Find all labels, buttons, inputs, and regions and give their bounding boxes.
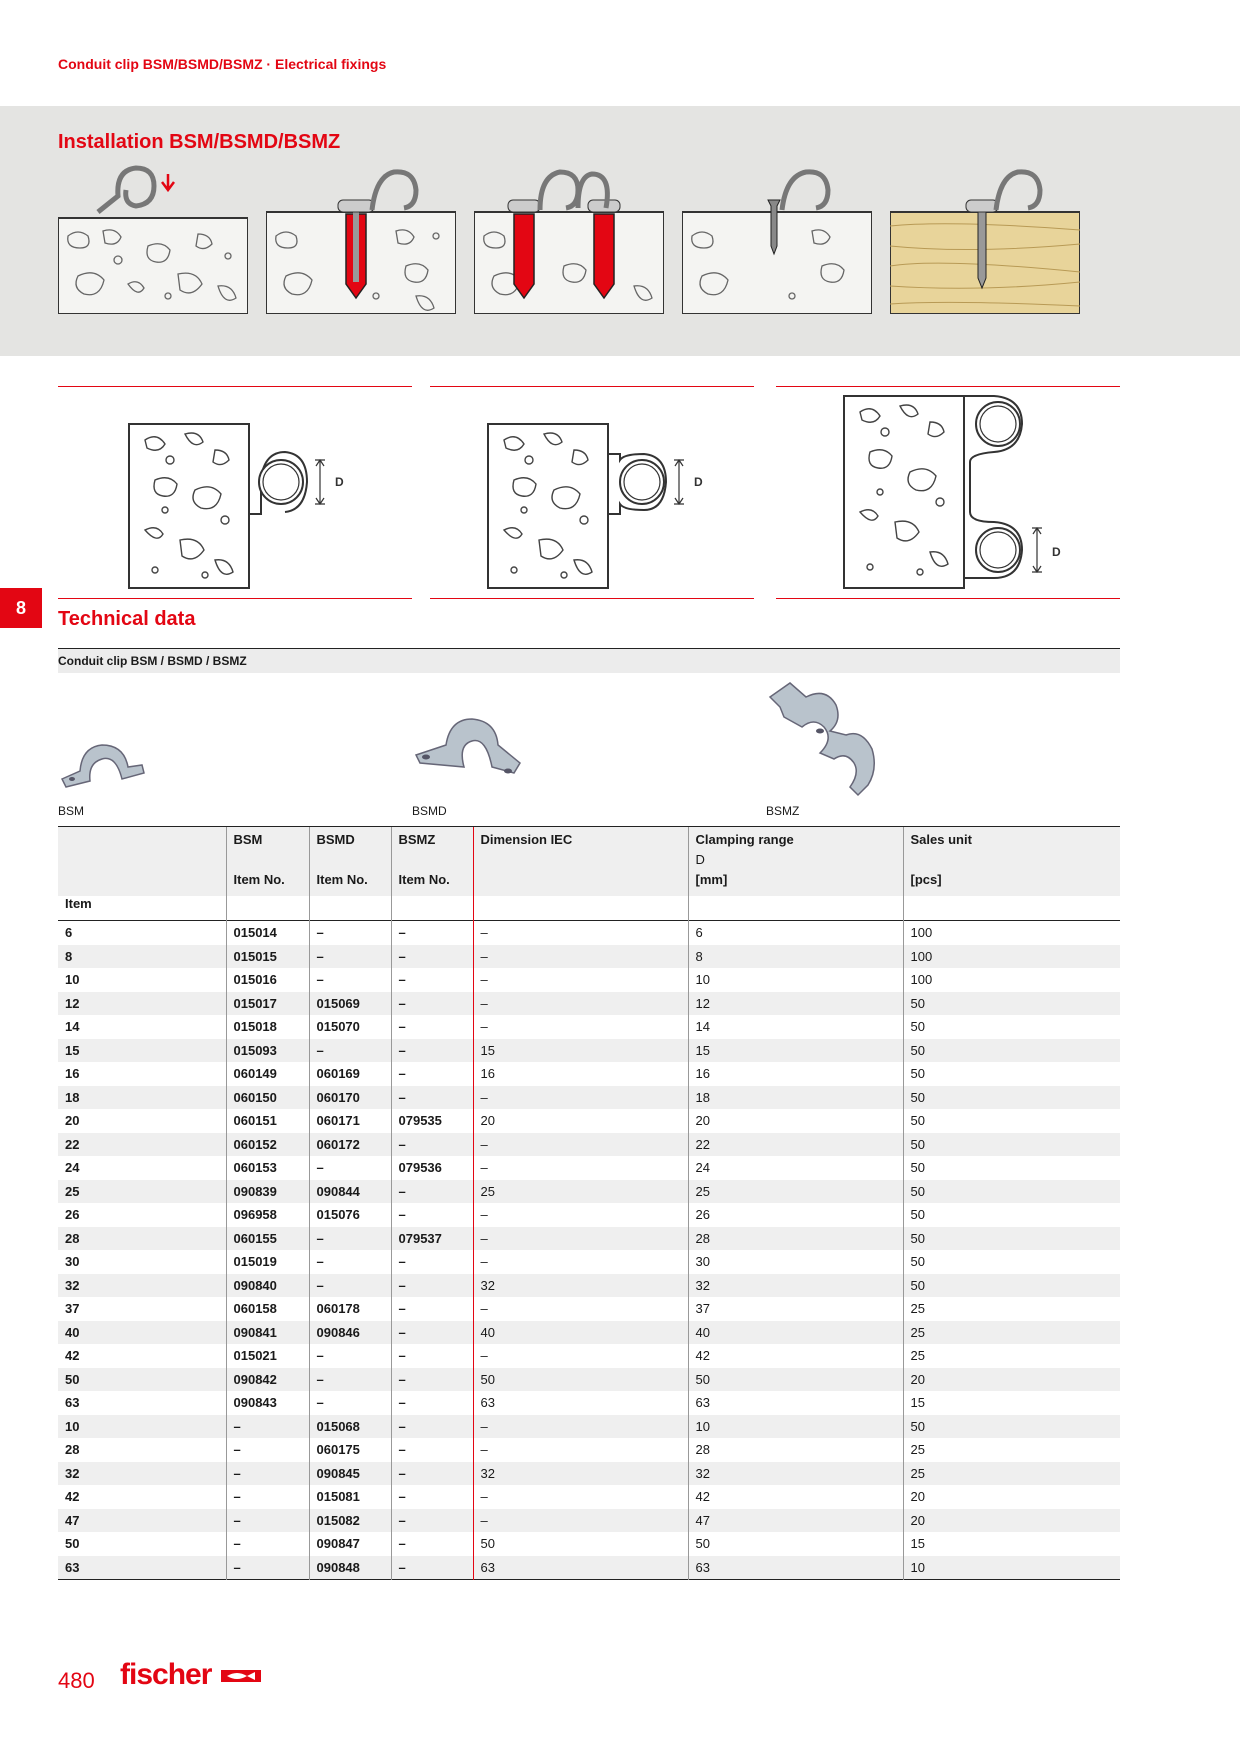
table-cell: 25 bbox=[903, 1297, 1120, 1321]
table-cell: – bbox=[473, 1415, 688, 1439]
table-row bbox=[58, 1485, 1120, 1509]
table-cell: 50 bbox=[903, 1109, 1120, 1133]
table-cell: – bbox=[391, 1274, 473, 1298]
table-cell: – bbox=[391, 1062, 473, 1086]
table-cell: 10 bbox=[688, 968, 903, 992]
table-row bbox=[58, 1321, 1120, 1345]
table-cell: 63 bbox=[65, 1395, 80, 1411]
table-cell: 37 bbox=[65, 1301, 80, 1317]
table-header-cell: Sales unit bbox=[903, 827, 1120, 853]
table-cell: – bbox=[391, 1462, 473, 1486]
table-cell: 090842 bbox=[226, 1368, 309, 1392]
bsm-product-image bbox=[58, 735, 148, 795]
table-cell: 060178 bbox=[309, 1297, 391, 1321]
divider-line bbox=[430, 386, 754, 387]
table-cell: – bbox=[226, 1556, 309, 1580]
table-cell: 32 bbox=[65, 1277, 80, 1293]
table-cell: 8 bbox=[688, 945, 903, 969]
table-cell: 060158 bbox=[226, 1297, 309, 1321]
table-header-cell: Dimension IEC bbox=[473, 827, 688, 853]
table-cell: 12 bbox=[65, 995, 80, 1011]
table-cell: – bbox=[473, 945, 688, 969]
table-cell: 20 bbox=[473, 1109, 688, 1133]
table-cell: 060151 bbox=[226, 1109, 309, 1133]
table-header-cell bbox=[58, 852, 226, 872]
table-cell: – bbox=[226, 1438, 309, 1462]
table-cell: 42 bbox=[65, 1489, 80, 1505]
table-cell: 32 bbox=[473, 1274, 688, 1298]
table-cell: 015021 bbox=[226, 1344, 309, 1368]
chapter-tab[interactable]: 8 bbox=[0, 588, 42, 628]
table-cell: 50 bbox=[65, 1536, 80, 1552]
table-cell: 060170 bbox=[309, 1086, 391, 1110]
divider-line bbox=[58, 386, 412, 387]
table-cell: 25 bbox=[903, 1438, 1120, 1462]
product-caption-bsmd: BSMD bbox=[412, 804, 447, 818]
installation-title: Installation BSM/BSMD/BSMZ bbox=[58, 131, 341, 153]
table-cell: – bbox=[309, 1039, 391, 1063]
table-cell: 20 bbox=[903, 1368, 1120, 1392]
table-header-cell bbox=[688, 896, 903, 921]
table-cell: 079536 bbox=[391, 1156, 473, 1180]
table-cell: – bbox=[309, 1391, 391, 1415]
table-cell: 20 bbox=[65, 1113, 80, 1129]
table-cell: 15 bbox=[903, 1532, 1120, 1556]
table-cell: – bbox=[473, 1227, 688, 1251]
table-cell: – bbox=[309, 1250, 391, 1274]
table-cell: 10 bbox=[65, 1418, 80, 1434]
table-cell: 12 bbox=[688, 992, 903, 1016]
table-cell: – bbox=[226, 1415, 309, 1439]
table-cell: 25 bbox=[473, 1180, 688, 1204]
table-cell: 50 bbox=[903, 1156, 1120, 1180]
table-cell: 20 bbox=[688, 1109, 903, 1133]
table-cell: 6 bbox=[688, 921, 903, 945]
table-cell: – bbox=[309, 1368, 391, 1392]
table-cell: 15 bbox=[473, 1039, 688, 1063]
table-cell: 50 bbox=[903, 1415, 1120, 1439]
table-cell: – bbox=[391, 921, 473, 945]
table-cell: – bbox=[391, 1297, 473, 1321]
table-cell: 090848 bbox=[309, 1556, 391, 1580]
table-cell: 015019 bbox=[226, 1250, 309, 1274]
table-cell: 20 bbox=[903, 1485, 1120, 1509]
table-cell: 060169 bbox=[309, 1062, 391, 1086]
table-cell: 079537 bbox=[391, 1227, 473, 1251]
table-cell: 50 bbox=[473, 1368, 688, 1392]
table-cell: 8 bbox=[65, 948, 73, 964]
table-cell: 50 bbox=[688, 1368, 903, 1392]
table-cell: – bbox=[391, 1133, 473, 1157]
table-cell: 090847 bbox=[309, 1532, 391, 1556]
table-cell: – bbox=[473, 968, 688, 992]
table-cell: 060150 bbox=[226, 1086, 309, 1110]
table-cell: 47 bbox=[65, 1512, 80, 1528]
table-cell: 37 bbox=[688, 1297, 903, 1321]
table-cell: 18 bbox=[688, 1086, 903, 1110]
table-cell: 25 bbox=[65, 1183, 80, 1199]
table-cell: 20 bbox=[903, 1509, 1120, 1533]
divider-line bbox=[58, 598, 412, 599]
table-cell: – bbox=[473, 1509, 688, 1533]
table-row bbox=[58, 1297, 1120, 1321]
technical-data-table bbox=[58, 826, 1120, 1580]
table-cell: – bbox=[473, 1344, 688, 1368]
table-cell: – bbox=[226, 1485, 309, 1509]
table-header-cell: BSM bbox=[226, 827, 309, 853]
table-row bbox=[58, 1532, 1120, 1556]
bsmz-product-image bbox=[760, 677, 890, 802]
table-header-cell bbox=[309, 896, 391, 921]
table-header-row bbox=[58, 872, 1120, 896]
install-step-3-image bbox=[474, 156, 664, 314]
table-cell: 25 bbox=[903, 1321, 1120, 1345]
breadcrumb: Conduit clip BSM/BSMD/BSMZ · Electrical fixings bbox=[58, 56, 387, 72]
table-header-cell: Item No. bbox=[309, 872, 391, 896]
table-cell: – bbox=[473, 1133, 688, 1157]
table-cell: 015016 bbox=[226, 968, 309, 992]
table-cell: 015076 bbox=[309, 1203, 391, 1227]
table-cell: 090840 bbox=[226, 1274, 309, 1298]
table-cell: 50 bbox=[473, 1532, 688, 1556]
table-cell: 18 bbox=[65, 1089, 80, 1105]
table-cell: 16 bbox=[473, 1062, 688, 1086]
table-row bbox=[58, 1344, 1120, 1368]
table-row bbox=[58, 1368, 1120, 1392]
table-cell: 015018 bbox=[226, 1015, 309, 1039]
table-cell: 30 bbox=[688, 1250, 903, 1274]
table-cell: 015015 bbox=[226, 945, 309, 969]
table-header bbox=[58, 827, 1120, 921]
table-row bbox=[58, 1415, 1120, 1439]
table-header-cell: D bbox=[688, 852, 903, 872]
table-cell: – bbox=[473, 1297, 688, 1321]
table-cell: 63 bbox=[65, 1559, 80, 1575]
table-cell: – bbox=[391, 992, 473, 1016]
table-cell: 22 bbox=[688, 1133, 903, 1157]
table-cell: 24 bbox=[688, 1156, 903, 1180]
table-cell: 63 bbox=[473, 1391, 688, 1415]
table-cell: 060172 bbox=[309, 1133, 391, 1157]
table-header-cell bbox=[903, 896, 1120, 921]
table-cell: 42 bbox=[688, 1485, 903, 1509]
bsmd-dimension-drawing bbox=[484, 420, 714, 592]
divider-line bbox=[430, 598, 754, 599]
table-cell: 32 bbox=[688, 1274, 903, 1298]
table-cell: – bbox=[391, 1015, 473, 1039]
table-row bbox=[58, 1109, 1120, 1133]
table-header-cell bbox=[473, 872, 688, 896]
table-row bbox=[58, 1556, 1120, 1580]
page-number: 480 bbox=[58, 1668, 95, 1693]
table-cell: 50 bbox=[903, 1133, 1120, 1157]
table-cell: 015014 bbox=[226, 921, 309, 945]
table-cell: 10 bbox=[903, 1556, 1120, 1580]
table-cell: 090839 bbox=[226, 1180, 309, 1204]
table-cell: 14 bbox=[65, 1019, 80, 1035]
table-cell: 015069 bbox=[309, 992, 391, 1016]
table-row bbox=[58, 1180, 1120, 1204]
table-header-cell bbox=[226, 852, 309, 872]
table-row bbox=[58, 1039, 1120, 1063]
table-header-cell: BSMD bbox=[309, 827, 391, 853]
table-row bbox=[58, 1227, 1120, 1251]
table-cell: 090844 bbox=[309, 1180, 391, 1204]
table-header-cell: BSMZ bbox=[391, 827, 473, 853]
table-row bbox=[58, 1391, 1120, 1415]
table-cell: 32 bbox=[473, 1462, 688, 1486]
table-cell: – bbox=[391, 1556, 473, 1580]
table-header-cell bbox=[903, 852, 1120, 872]
install-step-5-image bbox=[890, 156, 1080, 314]
table-cell: 100 bbox=[903, 968, 1120, 992]
table-cell: 060171 bbox=[309, 1109, 391, 1133]
table-cell: 060155 bbox=[226, 1227, 309, 1251]
table-row bbox=[58, 1203, 1120, 1227]
dimension-label: D bbox=[1052, 545, 1061, 559]
bsmz-dimension-drawing bbox=[840, 392, 1070, 592]
table-cell: 090846 bbox=[309, 1321, 391, 1345]
table-cell: – bbox=[473, 992, 688, 1016]
table-cell: 22 bbox=[65, 1136, 80, 1152]
install-step-2-image bbox=[266, 156, 456, 314]
table-cell: – bbox=[309, 968, 391, 992]
table-cell: 10 bbox=[688, 1415, 903, 1439]
table-cell: – bbox=[391, 1438, 473, 1462]
table-row bbox=[58, 921, 1120, 945]
table-cell: 50 bbox=[903, 1227, 1120, 1251]
table-cell: 50 bbox=[903, 1086, 1120, 1110]
table-cell: 40 bbox=[473, 1321, 688, 1345]
table-cell: – bbox=[309, 1227, 391, 1251]
table-cell: 28 bbox=[688, 1227, 903, 1251]
table-cell: 079535 bbox=[391, 1109, 473, 1133]
table-cell: – bbox=[391, 945, 473, 969]
divider-line bbox=[776, 386, 1120, 387]
table-cell: – bbox=[391, 1344, 473, 1368]
table-cell: – bbox=[226, 1462, 309, 1486]
table-cell: 50 bbox=[903, 1062, 1120, 1086]
dimension-label: D bbox=[335, 475, 344, 489]
table-cell: 63 bbox=[688, 1556, 903, 1580]
table-cell: – bbox=[473, 921, 688, 945]
table-cell: 24 bbox=[65, 1160, 80, 1176]
table-header-cell bbox=[309, 852, 391, 872]
table-cell: 015081 bbox=[309, 1485, 391, 1509]
table-header-cell bbox=[58, 827, 226, 853]
table-cell: 060175 bbox=[309, 1438, 391, 1462]
table-header-cell bbox=[473, 852, 688, 872]
table-row bbox=[58, 1274, 1120, 1298]
table-cell: – bbox=[309, 921, 391, 945]
table-cell: 63 bbox=[473, 1556, 688, 1580]
table-header-cell bbox=[391, 896, 473, 921]
table-cell: 50 bbox=[903, 1274, 1120, 1298]
table-header-cell bbox=[226, 896, 309, 921]
table-row bbox=[58, 1133, 1120, 1157]
table-cell: 060152 bbox=[226, 1133, 309, 1157]
technical-data-title: Technical data bbox=[58, 608, 196, 630]
table-cell: – bbox=[309, 1156, 391, 1180]
table-cell: 15 bbox=[688, 1039, 903, 1063]
table-cell: – bbox=[473, 1086, 688, 1110]
table-cell: 090845 bbox=[309, 1462, 391, 1486]
table-cell: 100 bbox=[903, 945, 1120, 969]
table-cell: – bbox=[391, 1485, 473, 1509]
table-cell: 090841 bbox=[226, 1321, 309, 1345]
table-header-cell: Item No. bbox=[226, 872, 309, 896]
table-header-cell: [mm] bbox=[688, 872, 903, 896]
table-cell: 50 bbox=[903, 1015, 1120, 1039]
table-row bbox=[58, 1015, 1120, 1039]
table-cell: 015070 bbox=[309, 1015, 391, 1039]
brand-wordmark: fischer bbox=[120, 1658, 212, 1691]
table-row bbox=[58, 1250, 1120, 1274]
table-cell: 015068 bbox=[309, 1415, 391, 1439]
table-cell: 16 bbox=[65, 1066, 80, 1082]
table-cell: 16 bbox=[688, 1062, 903, 1086]
table-cell: 15 bbox=[903, 1391, 1120, 1415]
table-cell: 50 bbox=[903, 1180, 1120, 1204]
table-cell: – bbox=[226, 1532, 309, 1556]
table-cell: 090843 bbox=[226, 1391, 309, 1415]
table-cell: – bbox=[391, 1321, 473, 1345]
table-cell: 15 bbox=[65, 1042, 80, 1058]
table-cell: – bbox=[391, 1415, 473, 1439]
table-cell: 42 bbox=[65, 1348, 80, 1364]
table-body bbox=[58, 921, 1120, 1580]
table-cell: 50 bbox=[903, 992, 1120, 1016]
table-cell: 42 bbox=[688, 1344, 903, 1368]
table-cell: – bbox=[391, 1509, 473, 1533]
product-caption-bsm: BSM bbox=[58, 804, 85, 818]
install-step-4-image bbox=[682, 156, 872, 314]
table-cell: 40 bbox=[65, 1324, 80, 1340]
table-row bbox=[58, 1509, 1120, 1533]
dimension-label: D bbox=[694, 475, 703, 489]
table-cell: 32 bbox=[688, 1462, 903, 1486]
table-cell: 14 bbox=[688, 1015, 903, 1039]
table-cell: – bbox=[473, 1485, 688, 1509]
subheader-label: Conduit clip BSM / BSMD / BSMZ bbox=[58, 654, 247, 668]
table-row bbox=[58, 945, 1120, 969]
table-cell: – bbox=[473, 1156, 688, 1180]
table-cell: 63 bbox=[688, 1391, 903, 1415]
table-cell: – bbox=[391, 968, 473, 992]
table-cell: 6 bbox=[65, 925, 73, 941]
product-caption-bsmz: BSMZ bbox=[766, 804, 800, 818]
table-row bbox=[58, 1462, 1120, 1486]
table-cell: – bbox=[473, 1438, 688, 1462]
table-cell: 50 bbox=[903, 1039, 1120, 1063]
table-cell: 50 bbox=[903, 1250, 1120, 1274]
table-cell: – bbox=[391, 1086, 473, 1110]
table-cell: – bbox=[309, 1344, 391, 1368]
table-cell: 015093 bbox=[226, 1039, 309, 1063]
table-header-cell bbox=[58, 872, 226, 896]
table-header-row bbox=[58, 852, 1120, 872]
table-cell: 10 bbox=[65, 972, 80, 988]
table-header-cell: Item No. bbox=[391, 872, 473, 896]
table-cell: – bbox=[391, 1250, 473, 1274]
table-cell: 015082 bbox=[309, 1509, 391, 1533]
table-cell: 100 bbox=[903, 921, 1120, 945]
table-row bbox=[58, 1086, 1120, 1110]
table-cell: 060153 bbox=[226, 1156, 309, 1180]
table-row bbox=[58, 968, 1120, 992]
table-cell: 28 bbox=[688, 1438, 903, 1462]
table-cell: 50 bbox=[65, 1371, 80, 1387]
table-cell: – bbox=[391, 1532, 473, 1556]
bsm-dimension-drawing bbox=[125, 420, 355, 592]
table-cell: 32 bbox=[65, 1465, 80, 1481]
table-cell: 26 bbox=[688, 1203, 903, 1227]
table-cell: 060149 bbox=[226, 1062, 309, 1086]
table-header-row bbox=[58, 896, 1120, 921]
table-header-cell bbox=[473, 896, 688, 921]
table-row bbox=[58, 1438, 1120, 1462]
table-cell: 40 bbox=[688, 1321, 903, 1345]
table-cell: 30 bbox=[65, 1254, 80, 1270]
table-cell: – bbox=[391, 1039, 473, 1063]
table-row bbox=[58, 1062, 1120, 1086]
table-cell: 47 bbox=[688, 1509, 903, 1533]
table-cell: – bbox=[391, 1368, 473, 1392]
table-cell: – bbox=[473, 1015, 688, 1039]
divider-line bbox=[776, 598, 1120, 599]
table-cell: 28 bbox=[65, 1442, 80, 1458]
table-header-row bbox=[58, 827, 1120, 853]
table-header-cell: Item bbox=[65, 896, 92, 911]
table-cell: – bbox=[226, 1509, 309, 1533]
table-cell: – bbox=[391, 1203, 473, 1227]
table-cell: 25 bbox=[903, 1462, 1120, 1486]
table-header-cell bbox=[391, 852, 473, 872]
bsmd-product-image bbox=[412, 715, 527, 800]
table-cell: 015017 bbox=[226, 992, 309, 1016]
table-cell: – bbox=[391, 1180, 473, 1204]
table-row bbox=[58, 1156, 1120, 1180]
table-cell: 25 bbox=[688, 1180, 903, 1204]
table-cell: 50 bbox=[688, 1532, 903, 1556]
table-row bbox=[58, 992, 1120, 1016]
table-cell: – bbox=[309, 1274, 391, 1298]
table-cell: 26 bbox=[65, 1207, 80, 1223]
table-cell: – bbox=[473, 1250, 688, 1274]
brand-logo bbox=[120, 1658, 261, 1692]
table-header-cell: Clamping range bbox=[688, 827, 903, 853]
install-step-1-image bbox=[58, 156, 248, 314]
table-cell: 25 bbox=[903, 1344, 1120, 1368]
fischer-fish-logo-icon bbox=[221, 1668, 261, 1684]
table-header-cell: [pcs] bbox=[903, 872, 1120, 896]
table-cell: – bbox=[309, 945, 391, 969]
table-cell: 28 bbox=[65, 1230, 80, 1246]
table-cell: 50 bbox=[903, 1203, 1120, 1227]
table-cell: – bbox=[473, 1203, 688, 1227]
table-cell: 096958 bbox=[226, 1203, 309, 1227]
table-cell: – bbox=[391, 1391, 473, 1415]
